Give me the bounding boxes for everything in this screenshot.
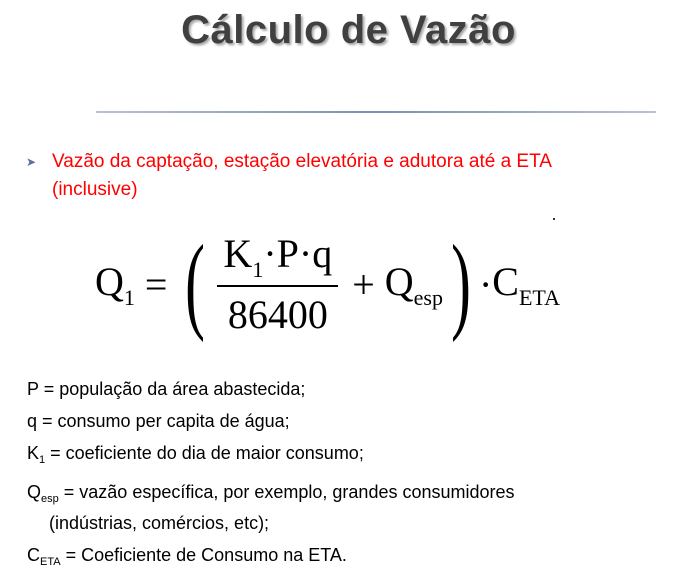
formula-times: · [478, 261, 493, 307]
slide-title: Cálculo de Vazão [181, 8, 516, 52]
bullet-text: Vazão da captação, estação elevatória e adutora até a ETA (inclusive) [52, 151, 551, 200]
formula-qesp: $Q_{esp}$ [384, 258, 443, 310]
title-divider [96, 111, 656, 113]
formula-ceta: $C_{ETA}$ [492, 258, 560, 310]
formula-lhs: $Q_1$ [95, 258, 135, 310]
definition-k1: $K_1$ = coeficiente do dia de maior consumo; [27, 443, 364, 466]
definitions-list [27, 377, 687, 582]
definition-qesp-continuation: (indústrias, comércios, etc); [49, 513, 270, 533]
stray-dot [553, 218, 555, 220]
left-paren: ( [185, 224, 206, 343]
fraction-denominator: 86400 [227, 292, 328, 337]
bullet-arrow-icon: ➤ [26, 155, 37, 169]
formula-fraction [217, 230, 338, 338]
fraction-numerator: $K_1\cdot P\cdot q$ [223, 231, 333, 282]
definition-ceta: $C_{ETA}$ = Coeficiente de Consumo na ETA. [27, 545, 347, 568]
right-paren: ) [451, 224, 471, 343]
flow-formula [95, 224, 560, 343]
definition-q: q = consumo per capita de água; [27, 411, 290, 431]
formula-equals: = [144, 261, 168, 307]
definition-p: P = população da área abastecida; [27, 379, 306, 399]
formula-plus: + [352, 261, 375, 307]
definition-qesp: $Q_{esp}$ = vazão específica, por exemplo, grandes consumidores (indústrias, comércios, etc); [27, 480, 687, 535]
